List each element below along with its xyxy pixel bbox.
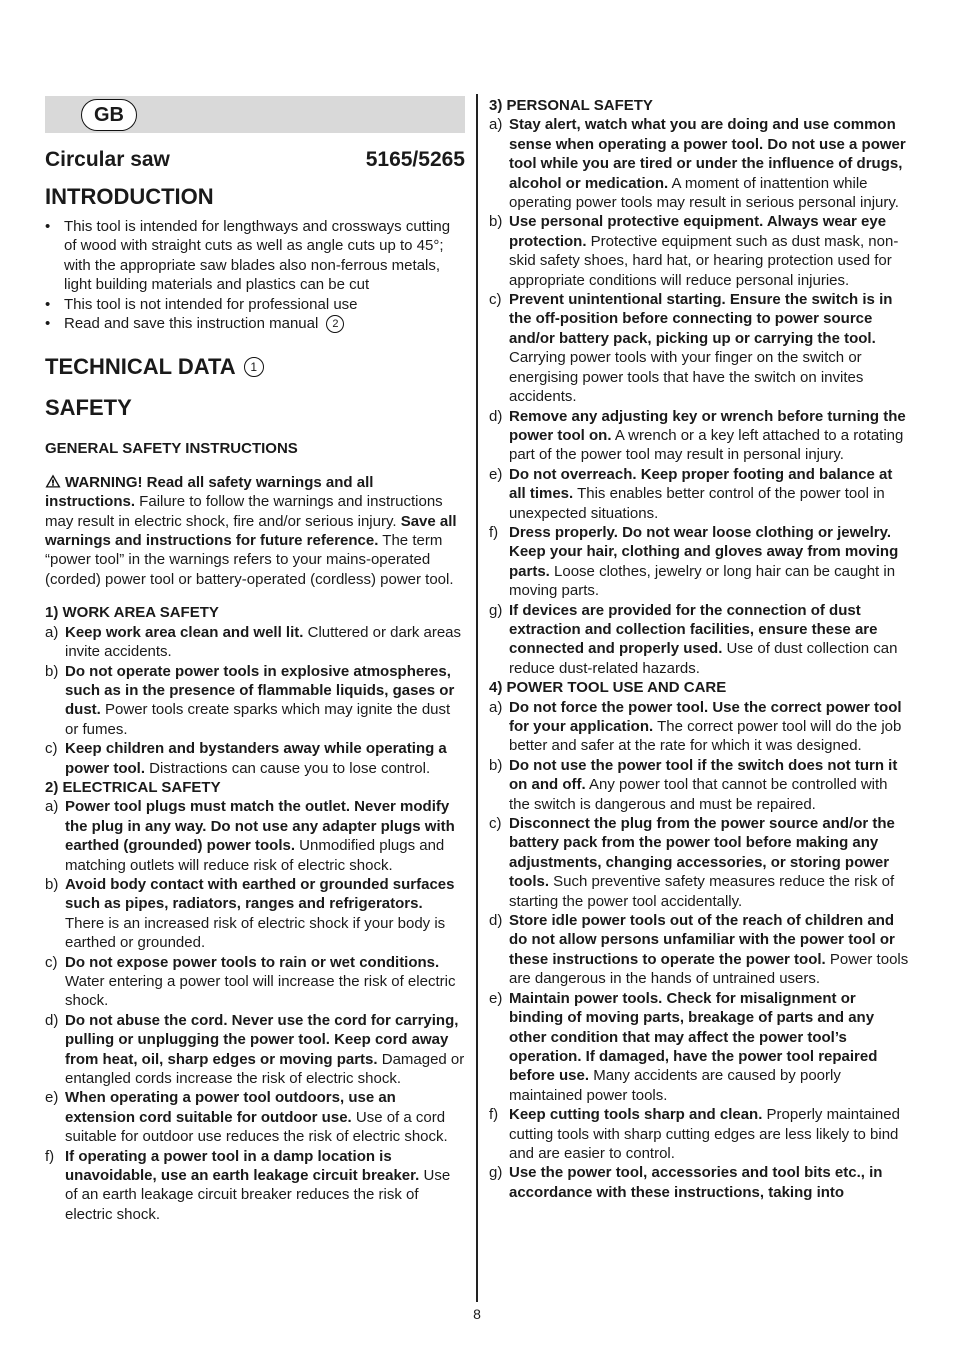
safety-item: c) Disconnect the plug from the power source and/or the battery pack from the power tool before making any adjustments, changing accessories, or storing power tools. Such preventive safety measures reduce the risk of starting the power tool accidentally. (489, 815, 895, 910)
intro-bullet: • This tool is intended for lengthways and crossways cutting of wood with straight cuts as well as angle cuts up to 45°; with the appropriate saw blades also non-ferrous metals, light building materials and plastics can be cut (45, 217, 465, 295)
safety-item: a) Stay alert, watch what you are doing and use common sense when operating a power tool. Do not use a power tool while you are tired or under the influence of drugs, alcohol or medication. A moment of inattention while operating power tools may result in serious personal injury. (489, 116, 906, 212)
intro-bullet: • Read and save this instruction manual 2 (45, 314, 465, 333)
column-divider (476, 94, 478, 1302)
safety-item: b) Do not use the power tool if the switch does not turn it on and off. Any power tool that cannot be controlled with the switch is dangerous and must be repaired. (489, 756, 898, 813)
right-column (489, 96, 911, 1202)
safety-item: d) Do not abuse the cord. Never use the cord for carrying, pulling or unplugging the power tool. Keep cord away from heat, oil, sharp edges or moving parts. Damaged or entangled cords increase the risk of electric shock. (45, 1011, 465, 1088)
figure-ref-icon: 1 (244, 357, 264, 377)
intro-bullet: • This tool is not intended for professional use (45, 295, 465, 314)
model-number: 5165/5265 (365, 148, 465, 171)
document-title-row (45, 147, 465, 173)
safety-item: f) If operating a power tool in a damp location is unavoidable, use an earth leakage circuit breaker. Use of an earth leakage circuit breaker reduces the risk of electric shock. (45, 1147, 451, 1223)
safety-item: d) Store idle power tools out of the reach of children and do not allow persons unfamiliar with the power tool or these instructions to operate the power tool. Power tools are dangerous in the hands of untrained users. (489, 912, 909, 988)
section-heading: 4) POWER TOOL USE AND CARE (489, 679, 727, 697)
safety-heading: SAFETY (45, 395, 132, 421)
safety-item: b) Use personal protective equipment. Always wear eye protection. Protective equipment such as dust mask, non-skid safety shoes, hard hat, or hearing protection used for appropriate conditions will reduce personal injuries. (489, 213, 899, 289)
safety-item: e) Maintain power tools. Check for misalignment or binding of moving parts, breakage of parts and any other condition that may affect the power tool’s operation. If damaged, have the power tool repaired before use. Many accidents are caused by poorly maintained power tools. (489, 989, 878, 1104)
language-badge: GB (81, 99, 137, 131)
product-title: Circular saw (45, 148, 170, 171)
introduction-list (45, 217, 465, 333)
section-heading: 1) WORK AREA SAFETY (45, 604, 219, 622)
safety-item: g) Use the power tool, accessories and tool bits etc., in accordance with these instructions, taking into (489, 1164, 883, 1201)
warning-triangle-icon (45, 474, 61, 488)
safety-item: c) Prevent unintentional starting. Ensure the switch is in the off-position before connecting to power source and/or battery pack, picking up or carrying the tool. Carrying power tools with your finger on the switch or energising power tools that have the switch on invites accidents. (489, 291, 893, 406)
safety-item: g) If devices are provided for the connection of dust extraction and collection facilities, ensure these are connected and properly used. Use of dust collection can reduce dust-related hazards. (489, 601, 898, 677)
left-column (45, 96, 465, 1224)
technical-data-heading: TECHNICAL DATA 1 (45, 353, 465, 381)
section-heading: 3) PERSONAL SAFETY (489, 97, 653, 114)
safety-item: a) Keep work area clean and well lit. Cluttered or dark areas invite accidents. (45, 623, 462, 661)
figure-ref-icon: 2 (326, 315, 344, 333)
warning-paragraph: WARNING! Read all safety warnings and all instructions. Failure to follow the warnings and instructions may result in electric shock, fire and/or serious injury. Save all warnings and instructions for future reference. The term “power tool” in the warnings refers to your mains-operated (corded) power tool or battery-operated (cordless) power tool. (45, 473, 457, 588)
safety-item: c) Keep children and bystanders away while operating a power tool. Distractions can cause you to lose control. (45, 740, 447, 777)
work-area-safety-section (45, 603, 465, 778)
general-safety-heading: GENERAL SAFETY INSTRUCTIONS (45, 440, 298, 458)
safety-item: e) Do not overreach. Keep proper footing and balance at all times. This enables better control of the power tool in unexpected situations. (489, 465, 893, 522)
safety-item: f) Dress properly. Do not wear loose clothing or jewelry. Keep your hair, clothing and gloves away from moving parts. Loose clothes, jewelry or long hair can be caught in moving parts. (489, 523, 899, 600)
power-tool-use-section (489, 678, 911, 1202)
safety-item: a) Power tool plugs must match the outlet. Never modify the plug in any way. Do not use any adapter plugs with earthed (grounded) power tools. Unmodified plugs and matching outlets will reduce risk of electric shock. (45, 798, 455, 874)
page-number: 8 (473, 1306, 481, 1322)
safety-item: b) Avoid body contact with earthed or grounded surfaces such as pipes, radiators, ranges and refrigerators. There is an increased risk of electric shock if your body is earthed or grounded. (45, 875, 455, 952)
safety-item: f) Keep cutting tools sharp and clean. Properly maintained cutting tools with sharp cutting edges are less likely to bind and are easier to control. (489, 1106, 900, 1162)
introduction-heading: INTRODUCTION (45, 184, 214, 209)
electrical-safety-section (45, 778, 465, 1224)
safety-item: c) Do not expose power tools to rain or wet conditions. Water entering a power tool will increase the risk of electric shock. (45, 953, 456, 1010)
safety-item: d) Remove any adjusting key or wrench before turning the power tool on. A wrench or a key left attached to a rotating part of the power tool may result in personal injury. (489, 407, 906, 464)
safety-item: e) When operating a power tool outdoors, use an extension cord suitable for outdoor use. Use of a cord suitable for outdoor use reduces the risk of electric shock. (45, 1089, 448, 1146)
safety-item: b) Do not operate power tools in explosive atmospheres, such as in the presence of flammable liquids, gases or dust. Power tools create sparks which may ignite the dust or fumes. (45, 662, 455, 738)
safety-item: a) Do not force the power tool. Use the correct power tool for your application. The correct power tool will do the job better and safer at the rate for which it was designed. (489, 698, 902, 755)
language-bar (45, 96, 465, 133)
section-heading: 2) ELECTRICAL SAFETY (45, 778, 221, 796)
personal-safety-section (489, 96, 911, 678)
